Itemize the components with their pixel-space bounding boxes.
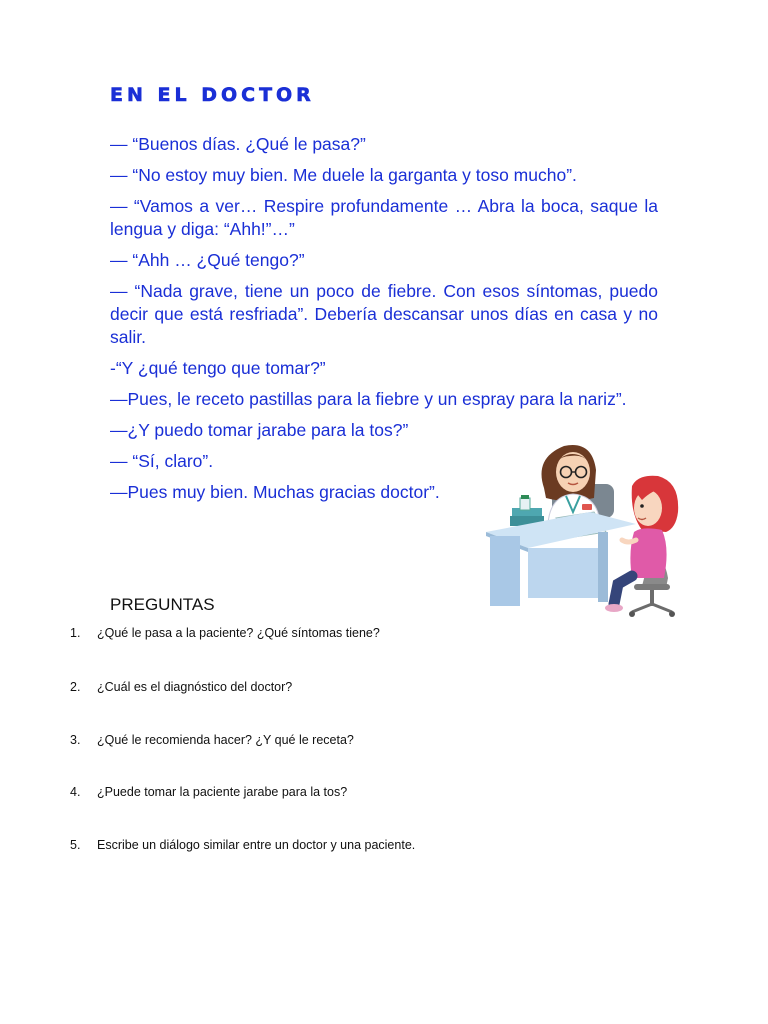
question-number: 4. (70, 785, 81, 799)
question-number: 2. (70, 680, 81, 694)
question-number: 1. (70, 626, 81, 640)
patient-icon (605, 476, 678, 612)
dialogue-line: — “Vamos a ver… Respire profundamente … Abra la boca, saque la lengua y diga: “Ahh!”…” (110, 196, 658, 239)
dialogue-line: — “No estoy muy bien. Me duele la garganta y toso mucho”. (110, 165, 577, 185)
section-title-preguntas: PREGUNTAS (110, 595, 215, 614)
question-text: ¿Qué le recomienda hacer? ¿Y qué le receta? (97, 733, 354, 747)
question-item (70, 733, 354, 747)
question-text: ¿Puede tomar la paciente jarabe para la tos? (97, 785, 348, 799)
dialogue-line: — “Buenos días. ¿Qué le pasa?” (110, 134, 366, 154)
question-text: ¿Qué le pasa a la paciente? ¿Qué síntomas tiene? (97, 626, 380, 640)
medicine-icon (510, 495, 544, 526)
question-item (70, 626, 380, 640)
dialogue-line: — “Nada grave, tiene un poco de fiebre. Con esos síntomas, puedo decir que está resfriada”. Debería descansar unos días en casa y no salir. (110, 281, 658, 347)
dialogue-line: — “Ahh … ¿Qué tengo?” (110, 250, 305, 270)
dialogue-line: —Pues muy bien. Muchas gracias doctor”. (110, 482, 440, 502)
question-number: 3. (70, 733, 81, 747)
dialogue-line: —Pues, le receto pastillas para la fiebre y un espray para la nariz”. (110, 389, 627, 409)
question-item (70, 680, 292, 694)
question-text: Escribe un diálogo similar entre un doctor y una paciente. (97, 838, 416, 852)
question-number: 5. (70, 838, 81, 852)
question-text: ¿Cuál es el diagnóstico del doctor? (97, 680, 293, 694)
page-title: EN EL DOCTOR (110, 84, 315, 106)
doctor-patient-illustration (482, 428, 692, 624)
dialogue-line: -“Y ¿qué tengo que tomar?” (110, 358, 326, 378)
dialogue-line: —¿Y puedo tomar jarabe para la tos?” (110, 420, 409, 440)
question-item (70, 785, 347, 799)
dialogue-line: — “Sí, claro”. (110, 451, 214, 471)
question-item (70, 838, 415, 852)
